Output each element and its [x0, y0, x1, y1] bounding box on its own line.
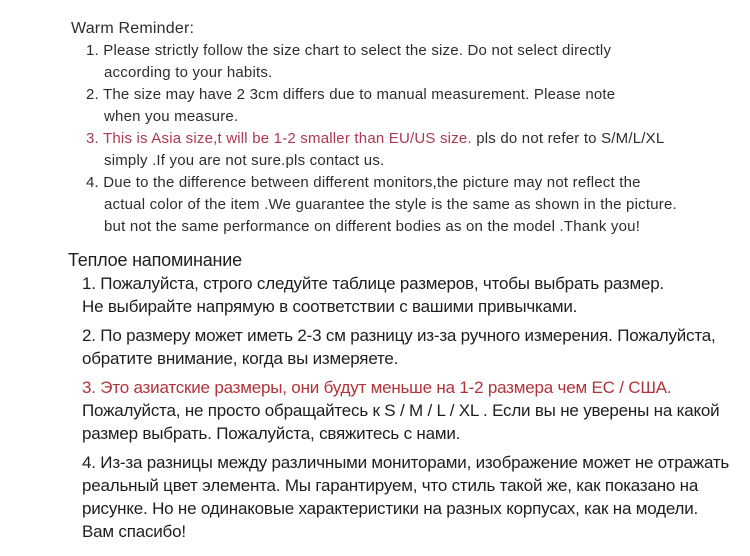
- russian-reminder-section: [0, 249, 750, 543]
- russian-item-1-line-2: Не выбирайте напрямую в соответствии с вашими привычками.: [82, 297, 578, 316]
- english-item-2: [86, 84, 750, 128]
- english-item-1: [86, 40, 750, 84]
- russian-item-3: [82, 376, 750, 445]
- russian-item-4-line-4: Вам спасибо!: [82, 522, 186, 541]
- russian-asia-size-warning-red-text: 3. Это азиатские размеры, они будут меньше на 1-2 размера чем ЕС / США.: [82, 378, 672, 397]
- english-item-3-line-2: simply .If you are not sure.pls contact us.: [104, 152, 385, 169]
- english-section-title: Warm Reminder:: [71, 20, 195, 37]
- english-item-4-line-3: but not the same performance on different bodies as on the model .Thank you!: [104, 218, 641, 235]
- russian-item-4-line-2: реальный цвет элемента. Мы гарантируем, что стиль такой же, как показано на: [82, 476, 699, 495]
- english-item-3: [86, 128, 750, 172]
- russian-item-2-line-2: обратите внимание, когда вы измеряете.: [82, 349, 399, 368]
- russian-item-4-line-3: рисунке. Но не одинаковые характеристики на разных корпусах, как на модели.: [82, 499, 699, 518]
- english-item-1-line-1: 1. Please strictly follow the size chart to select the size. Do not select directly: [86, 42, 612, 59]
- english-item-4: [86, 172, 750, 238]
- english-item-2-line-1: 2. The size may have 2 3cm differs due to manual measurement. Please note: [86, 86, 616, 103]
- english-item-4-line-2: actual color of the item .We guarantee the style is the same as shown in the picture.: [104, 196, 677, 213]
- english-reminder-section: [0, 18, 750, 238]
- russian-item-2-line-1: 2. По размеру может иметь 2-3 см разницу из-за ручного измерения. Пожалуйста,: [82, 326, 716, 345]
- english-item-2-line-2: when you measure.: [104, 108, 239, 125]
- russian-item-3-line-2: Пожалуйста, не просто обращайтесь к S / M / L / XL . Если вы не уверены на какой: [82, 401, 720, 420]
- russian-item-1-line-1: 1. Пожалуйста, строго следуйте таблице размеров, чтобы выбрать размер.: [82, 274, 665, 293]
- english-item-3-line-1: [86, 128, 750, 150]
- russian-item-4-line-1: 4. Из-за разницы между различными мониторами, изображение может не отражать: [82, 453, 730, 472]
- russian-item-2: [82, 324, 750, 370]
- russian-item-4: [82, 451, 750, 543]
- russian-section-title: Теплое напоминание: [68, 250, 242, 270]
- english-item-1-line-2: according to your habits.: [104, 64, 273, 81]
- english-item-4-line-1: 4. Due to the difference between different monitors,the picture may not reflect the: [86, 174, 641, 191]
- english-asia-size-warning-red-text: 3. This is Asia size,t will be 1-2 smaller than EU/US size.: [86, 130, 472, 147]
- russian-item-3-line-3: размер выбрать. Пожалуйста, свяжитесь с нами.: [82, 424, 461, 443]
- english-item-3-line-1-rest: pls do not refer to S/M/L/XL: [471, 130, 665, 147]
- russian-item-1: [82, 272, 750, 318]
